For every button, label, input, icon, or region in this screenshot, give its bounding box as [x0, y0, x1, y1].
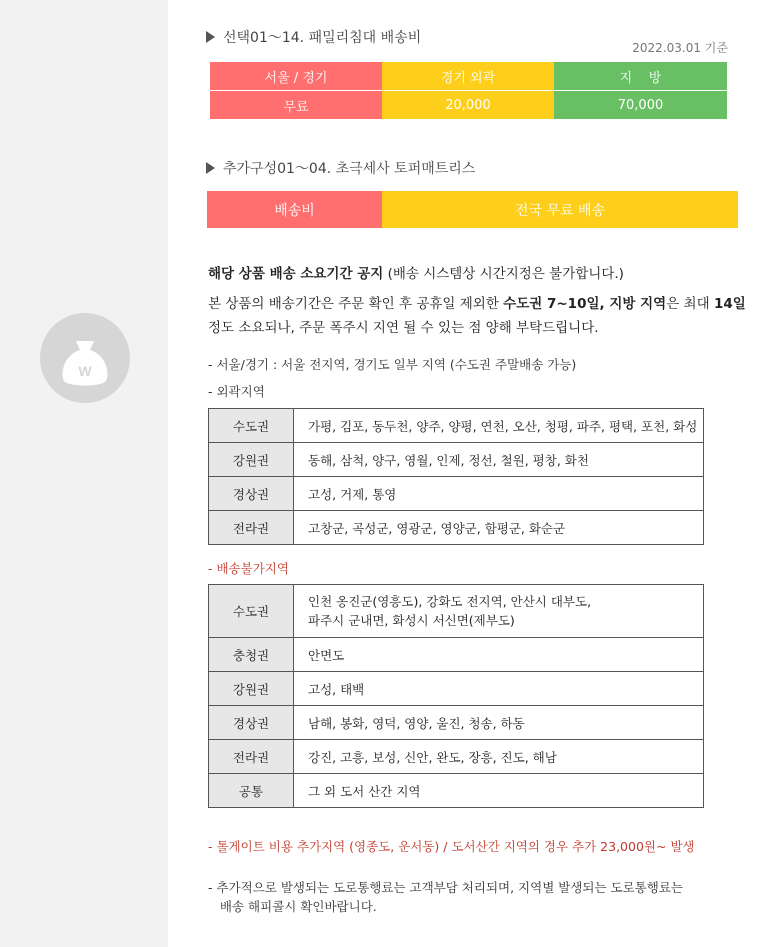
- header-province: 지 방: [554, 62, 727, 90]
- region-cell: 전라권: [209, 740, 294, 774]
- topper-fee-value: 전국 무료 배송: [382, 191, 738, 228]
- notice-body-part: 은 최대: [666, 296, 714, 312]
- areas-cell: 고성, 태백: [294, 672, 704, 706]
- badge-letter: W: [78, 363, 92, 379]
- region-cell: 강원권: [209, 672, 294, 706]
- table-row: [209, 672, 704, 706]
- table-row: [209, 477, 704, 511]
- footer-note-line-2: 배송 해피콜시 확인바랍니다.: [208, 899, 377, 914]
- no-delivery-label: - 배송불가지역: [208, 561, 289, 576]
- base-date: 2022.03.01 기준: [632, 41, 728, 55]
- table-row: [209, 443, 704, 477]
- table-row: [209, 638, 704, 672]
- topper-fee-label: 배송비: [207, 191, 382, 228]
- delivery-fee-badge: [40, 313, 130, 403]
- areas-line-1: 인천 옹진군(영흥도), 강화도 전지역, 안산시 대부도,: [308, 594, 592, 609]
- footer-note-line-1: - 추가적으로 발생되는 도로통행료는 고객부담 처리되며, 지역별 발생되는 도로통행료는: [208, 880, 683, 895]
- table-row: [209, 585, 704, 638]
- areas-cell: 고성, 거제, 통영: [294, 477, 704, 511]
- section1-title-text: 선택01～14. 패밀리침대 배송비: [223, 30, 422, 46]
- region-cell: 전라권: [209, 511, 294, 545]
- areas-cell: 그 외 도서 산간 지역: [294, 774, 704, 808]
- notice-body-bold: 수도권 7~10일, 지방 지역: [503, 296, 667, 312]
- footer-note: [208, 878, 683, 916]
- table-row: [209, 706, 704, 740]
- section2-title-text: 추가구성01～04. 초극세사 토퍼매트리스: [223, 161, 476, 177]
- value-province: 70,000: [554, 91, 727, 119]
- region-cell: 경상권: [209, 706, 294, 740]
- notice-title-bold: 해당 상품 배송 소요기간 공지: [208, 266, 384, 282]
- region-cell: 수도권: [209, 585, 294, 638]
- outer-area-label: - 외곽지역: [208, 384, 265, 399]
- areas-cell: 고창군, 곡성군, 영광군, 영양군, 함평군, 화순군: [294, 511, 704, 545]
- areas-cell: 강진, 고흥, 보성, 신안, 완도, 장흥, 진도, 해남: [294, 740, 704, 774]
- header-gyeonggi-outer: 경기 외곽: [382, 62, 554, 90]
- region-cell: 수도권: [209, 409, 294, 443]
- notice-title-rest: (배송 시스템상 시간지정은 불가합니다.): [383, 266, 624, 282]
- value-seoul: 무료: [210, 91, 382, 119]
- areas-line-2: 파주시 군내면, 화성시 서신면(제부도): [308, 613, 515, 628]
- table-row: [209, 409, 704, 443]
- triangle-bullet-icon: [206, 162, 215, 174]
- notice-body-bold: 14일: [713, 296, 746, 312]
- areas-cell: 동해, 삼척, 양구, 영월, 인제, 정선, 철원, 평창, 화천: [294, 443, 704, 477]
- areas-cell: 남해, 봉화, 영덕, 영양, 울진, 청송, 하동: [294, 706, 704, 740]
- notice-body: [208, 292, 748, 340]
- notice-body-part: 정도 소요되나, 주문 폭주시 지연 될 수 있는 점 양해 부탁드립니다.: [208, 320, 599, 336]
- section1-title: [206, 27, 421, 47]
- triangle-bullet-icon: [206, 31, 215, 43]
- left-sidebar: [0, 0, 168, 947]
- region-cell: 공통: [209, 774, 294, 808]
- region-cell: 충청권: [209, 638, 294, 672]
- table-row: [209, 774, 704, 808]
- outer-area-table: [208, 408, 704, 545]
- notice-body-part: 본 상품의 배송기간은 주문 확인 후 공휴일 제외한: [208, 296, 504, 312]
- toll-notice: - 톨게이트 비용 추가지역 (영종도, 운서동) / 도서산간 지역의 경우 추가 23,000원~ 발생: [208, 839, 695, 854]
- no-delivery-table: [208, 584, 704, 808]
- table-row: [209, 740, 704, 774]
- region-cell: 경상권: [209, 477, 294, 511]
- value-gyeonggi-outer: 20,000: [382, 91, 554, 119]
- seoul-gyeonggi-line: - 서울/경기 : 서울 전지역, 경기도 일부 지역 (수도권 주말배송 가능): [208, 357, 577, 372]
- table-row: [209, 511, 704, 545]
- notice-title: [208, 262, 624, 282]
- areas-cell: [294, 585, 704, 638]
- region-cell: 강원권: [209, 443, 294, 477]
- areas-cell: 안면도: [294, 638, 704, 672]
- money-bag-icon: [40, 313, 130, 403]
- header-seoul: 서울 / 경기: [210, 62, 382, 90]
- section2-title: [206, 158, 475, 178]
- content: [168, 0, 780, 947]
- areas-cell: 가평, 김포, 동두천, 양주, 양평, 연천, 오산, 청평, 파주, 평택, 포천, 화성: [294, 409, 704, 443]
